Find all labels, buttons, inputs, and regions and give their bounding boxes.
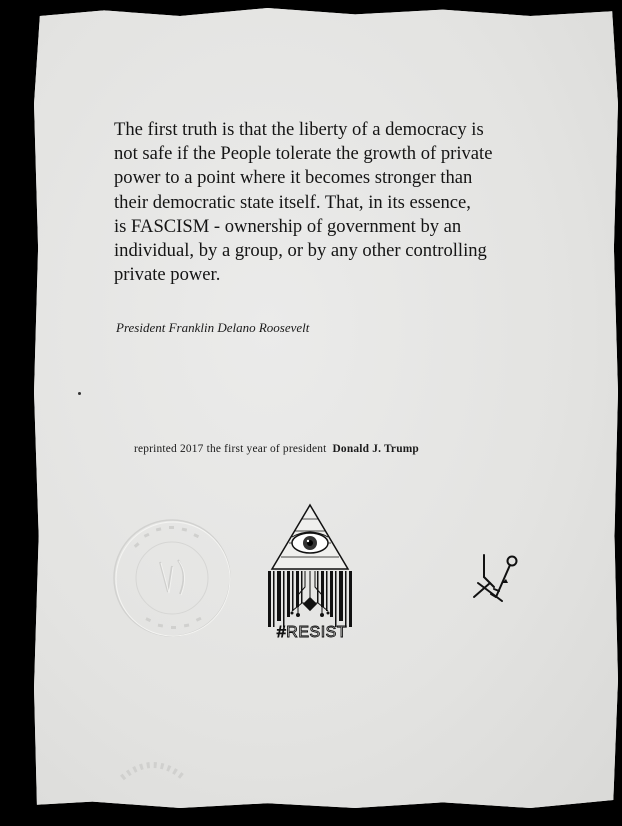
paper-speck xyxy=(78,392,81,395)
crossed-keys-maker-mark-icon xyxy=(472,553,522,605)
quote-line: individual, by a group, or by any other controlling xyxy=(114,240,487,262)
quote-line: private power. xyxy=(114,264,221,286)
embossed-seal-icon xyxy=(108,514,236,642)
quote-text xyxy=(114,118,534,287)
quote-line: not safe if the People tolerate the growth of private xyxy=(114,143,493,165)
all-seeing-eye-pyramid-barcode-icon xyxy=(262,503,358,643)
resist-caption: #RESIST xyxy=(276,624,348,641)
embossed-stamp-icon xyxy=(118,748,188,788)
reprint-name: Donald J. Trump xyxy=(332,443,419,455)
reprint-note xyxy=(134,443,419,455)
quote-line: The first truth is that the liberty of a democracy is xyxy=(114,119,484,140)
quote-line: power to a point where it becomes stronger than xyxy=(114,167,473,189)
quote-line: their democratic state itself. That, in its essence, xyxy=(114,191,471,213)
quote-attribution: President Franklin Delano Roosevelt xyxy=(116,320,310,335)
quote-line: is FASCISM - ownership of government by an xyxy=(114,215,462,237)
reprint-prefix: reprinted 2017 the first year of president xyxy=(134,443,327,455)
